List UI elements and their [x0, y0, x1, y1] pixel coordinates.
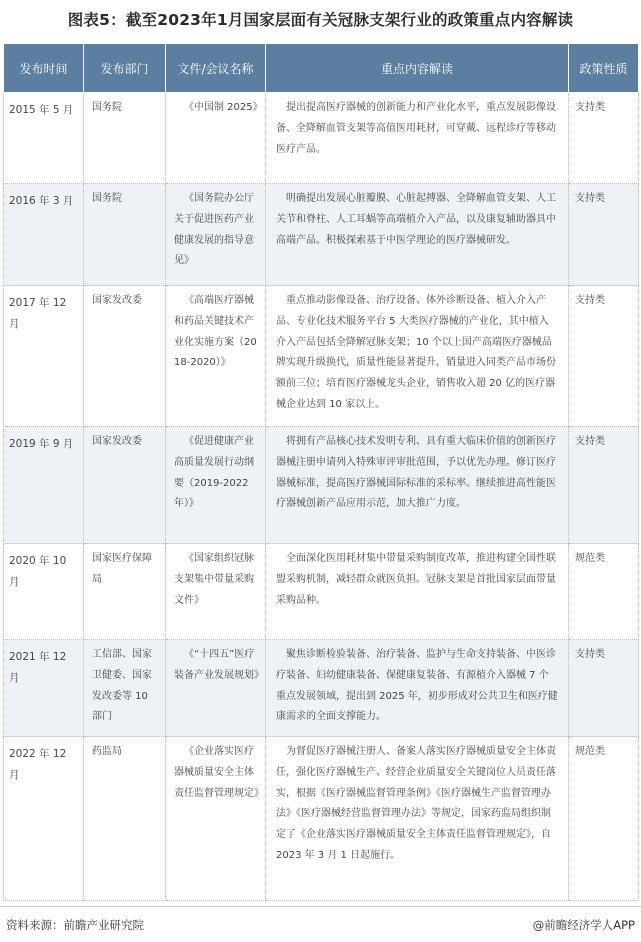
cell-nature: 支持类: [569, 427, 639, 544]
table-row: [4, 93, 639, 184]
header-time: 发布时间: [4, 44, 84, 93]
policy-table-container: [3, 43, 638, 906]
cell-time: 2019 年 9 月: [4, 427, 84, 544]
cell-dept: 国家发改委: [84, 286, 166, 427]
cell-time: 2021 年 12 月: [4, 640, 84, 737]
cell-dept: 国务院: [84, 184, 166, 286]
header-content: 重点内容解读: [266, 44, 569, 93]
cell-content: 将拥有产品核心技术发明专利、具有重大临床价值的创新医疗器械注册申请列入特殊审评审批范围，予以优先办理。修订医疗器械标准，提高医疗器械国际标准的采标率。继续推进高性能医疗器械创新产品应用示范，加大推广力度。: [266, 427, 569, 544]
table-row: [4, 286, 639, 427]
cell-dept: 国家医疗保障局: [84, 544, 166, 640]
cell-time: 2022 年 12 月: [4, 737, 84, 901]
cell-content: 重点推动影像设备、治疗设备、体外诊断设备、植入介入产品、专业化技术服务平台 5 大类医疗器械的产业化，其中植入介入产品包括全降解冠脉支架；10 个以上国产高端医疗器械品牌实现升级换代，质量性能显著提升，销量进入同类产品市场份额前三位；培育医疗器械龙头企业，销售收入超 20 亿的医疗器械企业达到 10 家以上。: [266, 286, 569, 427]
chart-title: 图表5：截至2023年1月国家层面有关冠脉支架行业的政策重点内容解读: [67, 11, 574, 29]
cell-nature: 支持类: [569, 93, 639, 184]
cell-content: 为督促医疗器械注册人、备案人落实医疗器械质量安全主体责任，强化医疗器械生产、经营企业质量安全关键岗位人员责任落实，根据《医疗器械监督管理条例》《医疗器械生产监督管理办法》《医疗器械经营监督管理办法》等规定，国家药监局组织制定了《企业落实医疗器械质量安全主体责任监督管理规定》，自 2023 年 3 月 1 日起施行。: [266, 737, 569, 901]
header-dept: 发布部门: [84, 44, 166, 93]
cell-doc: 《促进健康产业高质量发展行动纲要（2019-2022年）》: [166, 427, 266, 544]
cell-dept: 工信部、国家卫健委、国家发改委等 10 部门: [84, 640, 166, 737]
policy-table: [3, 43, 639, 901]
cell-dept: 国家发改委: [84, 427, 166, 544]
cell-time: 2015 年 5 月: [4, 93, 84, 184]
table-header-row: [4, 44, 639, 93]
cell-nature: 支持类: [569, 184, 639, 286]
cell-content: 提出提高医疗器械的创新能力和产业化水平，重点发展影像设备、全降解血管支架等高值医用耗材，可穿戴、远程诊疗等移动医疗产品。: [266, 93, 569, 184]
cell-dept: 药监局: [84, 737, 166, 901]
footer: [0, 906, 641, 942]
cell-doc: 《中国制 2025》: [166, 93, 266, 184]
cell-content: 聚焦诊断检验装备、治疗装备、监护与生命支持装备、中医诊疗装备、妇幼健康装备、保健康复装备、有源植介入器械 7 个重点发展领域，提出到 2025 年，初步形成对公共卫生和医疗健康需求的全面支撑能力。: [266, 640, 569, 737]
table-row: [4, 184, 639, 286]
header-nature: 政策性质: [569, 44, 639, 93]
cell-nature: 规范类: [569, 737, 639, 901]
cell-doc: 《高端医疗器械和药品关键技术产业化实施方案（2018-2020）》: [166, 286, 266, 427]
brand-credit: @前瞻经济学人APP: [532, 918, 635, 932]
header-doc: 文件/会议名称: [166, 44, 266, 93]
cell-content: 明确提出发展心脏瓣膜、心脏起搏器、全降解血管支架、人工关节和脊柱、人工耳蜗等高端植介入产品，以及康复辅助器具中高端产品。积极探索基于中医学理论的医疗器械研发。: [266, 184, 569, 286]
cell-doc: 《国家组织冠脉支架集中带量采购文件》: [166, 544, 266, 640]
source-note: 资料来源：前瞻产业研究院: [6, 918, 144, 932]
table-row: [4, 544, 639, 640]
table-row: [4, 737, 639, 901]
cell-time: 2017 年 12 月: [4, 286, 84, 427]
cell-time: 2016 年 3 月: [4, 184, 84, 286]
cell-nature: 支持类: [569, 286, 639, 427]
cell-doc: 《国务院办公厅关于促进医药产业健康发展的指导意见》: [166, 184, 266, 286]
cell-time: 2020 年 10 月: [4, 544, 84, 640]
cell-doc: 《“十四五”医疗装备产业发展规划》: [166, 640, 266, 737]
cell-doc: 《企业落实医疗器械质量安全主体责任监督管理规定》: [166, 737, 266, 901]
table-row: [4, 427, 639, 544]
cell-content: 全面深化医用耗材集中带量采购制度改革，推进构建全国性联盟采购机制，减轻群众就医负担。冠脉支架是首批国家层面带量采购品种。: [266, 544, 569, 640]
cell-nature: 支持类: [569, 640, 639, 737]
table-row: [4, 640, 639, 737]
cell-nature: 规范类: [569, 544, 639, 640]
cell-dept: 国务院: [84, 93, 166, 184]
